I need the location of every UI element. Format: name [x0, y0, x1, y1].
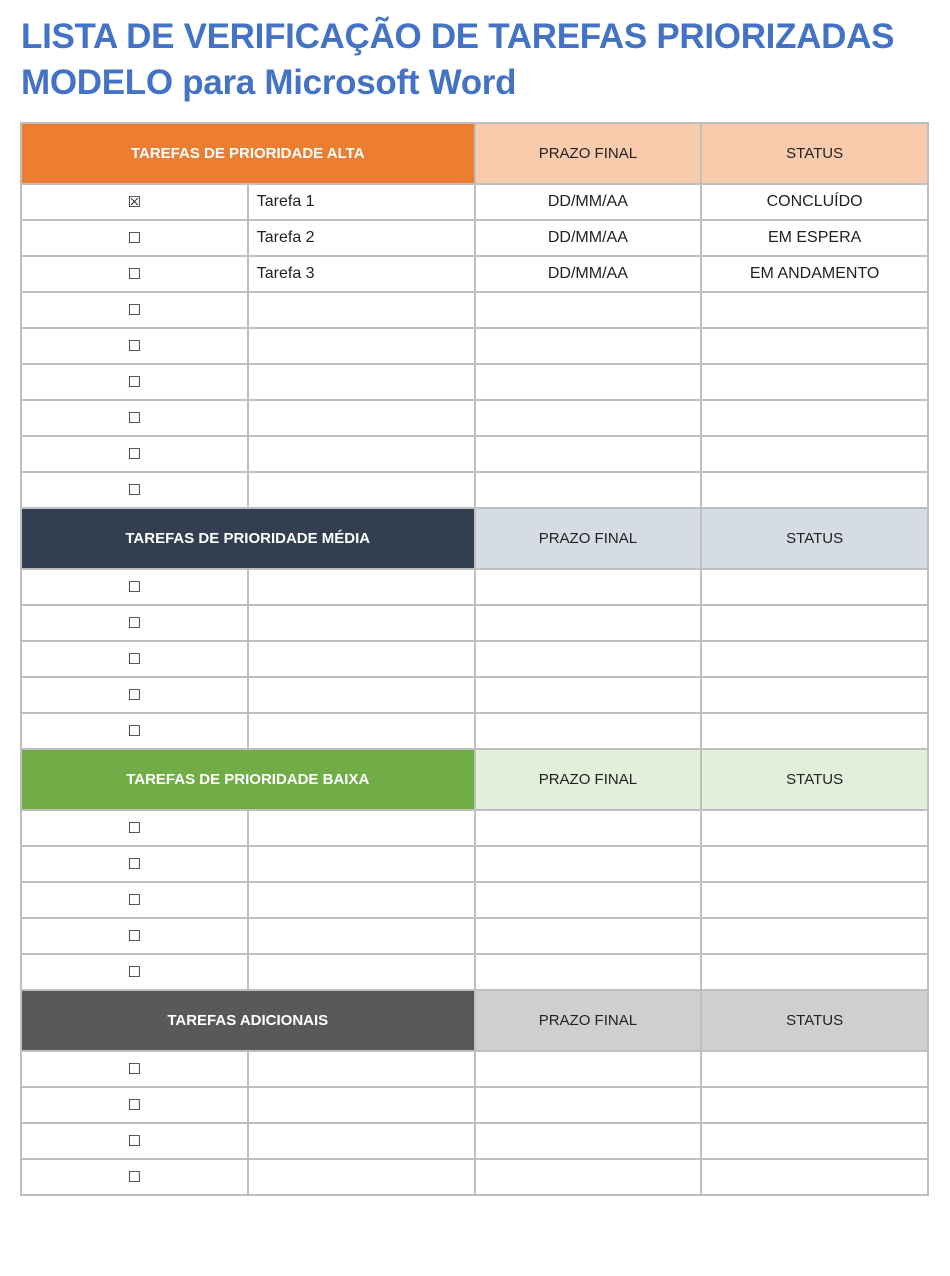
status-cell[interactable]	[701, 1087, 928, 1123]
title-line-1: LISTA DE VERIFICAÇÃO DE TAREFAS PRIORIZADAS	[21, 17, 895, 56]
task-cell[interactable]	[248, 641, 475, 677]
status-cell[interactable]	[701, 1123, 928, 1159]
checkbox-icon[interactable]: ☐	[21, 882, 248, 918]
deadline-cell[interactable]	[475, 328, 702, 364]
checkbox-icon[interactable]: ☐	[21, 810, 248, 846]
deadline-cell[interactable]	[475, 677, 702, 713]
deadline-cell[interactable]	[475, 1159, 702, 1195]
status-column-header: STATUS	[701, 749, 928, 810]
task-row	[21, 436, 928, 472]
status-cell[interactable]	[701, 292, 928, 328]
task-row	[21, 846, 928, 882]
task-row	[21, 400, 928, 436]
status-cell[interactable]	[701, 328, 928, 364]
checkbox-icon[interactable]: ☐	[21, 954, 248, 990]
task-cell[interactable]	[248, 328, 475, 364]
task-cell[interactable]	[248, 713, 475, 749]
deadline-cell[interactable]	[475, 569, 702, 605]
task-cell[interactable]	[248, 677, 475, 713]
task-cell[interactable]	[248, 1159, 475, 1195]
status-cell[interactable]	[701, 1159, 928, 1195]
checkbox-icon[interactable]: ☐	[21, 569, 248, 605]
status-cell[interactable]	[701, 641, 928, 677]
checkbox-icon[interactable]: ☐	[21, 677, 248, 713]
deadline-cell[interactable]	[475, 400, 702, 436]
checkbox-icon[interactable]: ☐	[21, 605, 248, 641]
task-cell[interactable]: Tarefa 3	[248, 256, 475, 292]
title-line-2: MODELO para Microsoft Word	[21, 63, 517, 102]
checkbox-icon[interactable]: ☐	[21, 713, 248, 749]
task-cell[interactable]: Tarefa 2	[248, 220, 475, 256]
status-cell[interactable]	[701, 918, 928, 954]
status-column-header: STATUS	[701, 123, 928, 184]
task-cell[interactable]	[248, 918, 475, 954]
task-row	[21, 605, 928, 641]
task-cell[interactable]: Tarefa 1	[248, 184, 475, 220]
deadline-cell[interactable]	[475, 810, 702, 846]
status-cell[interactable]	[701, 810, 928, 846]
status-cell[interactable]	[701, 364, 928, 400]
task-cell[interactable]	[248, 810, 475, 846]
deadline-cell[interactable]	[475, 1087, 702, 1123]
status-cell[interactable]	[701, 954, 928, 990]
task-row	[21, 810, 928, 846]
task-row	[21, 256, 928, 292]
deadline-cell[interactable]	[475, 954, 702, 990]
deadline-cell[interactable]: DD/MM/AA	[475, 184, 702, 220]
deadline-column-header: PRAZO FINAL	[475, 123, 702, 184]
deadline-cell[interactable]: DD/MM/AA	[475, 256, 702, 292]
checkbox-icon[interactable]: ☐	[21, 641, 248, 677]
deadline-cell[interactable]: DD/MM/AA	[475, 220, 702, 256]
status-cell[interactable]	[701, 713, 928, 749]
checkbox-icon[interactable]: ☐	[21, 292, 248, 328]
task-cell[interactable]	[248, 1087, 475, 1123]
deadline-column-header: PRAZO FINAL	[475, 749, 702, 810]
task-cell[interactable]	[248, 400, 475, 436]
task-cell[interactable]	[248, 882, 475, 918]
task-cell[interactable]	[248, 436, 475, 472]
section-header	[21, 508, 928, 569]
checkbox-icon[interactable]: ☐	[21, 918, 248, 954]
status-cell[interactable]	[701, 605, 928, 641]
checkbox-icon[interactable]: ☐	[21, 1123, 248, 1159]
status-cell[interactable]	[701, 882, 928, 918]
deadline-cell[interactable]	[475, 882, 702, 918]
task-row	[21, 328, 928, 364]
section-title: TAREFAS DE PRIORIDADE BAIXA	[21, 749, 475, 810]
deadline-cell[interactable]	[475, 605, 702, 641]
section-header	[21, 749, 928, 810]
checkbox-icon[interactable]: ☐	[21, 1159, 248, 1195]
deadline-cell[interactable]	[475, 292, 702, 328]
task-row	[21, 184, 928, 220]
deadline-cell[interactable]	[475, 713, 702, 749]
status-cell[interactable]: CONCLUÍDO	[701, 184, 928, 220]
task-cell[interactable]	[248, 364, 475, 400]
task-row	[21, 472, 928, 508]
checkbox-icon[interactable]: ☐	[21, 472, 248, 508]
task-cell[interactable]	[248, 292, 475, 328]
checkbox-icon[interactable]: ☐	[21, 220, 248, 256]
task-row	[21, 713, 928, 749]
task-row	[21, 1087, 928, 1123]
task-row	[21, 1051, 928, 1087]
task-cell[interactable]	[248, 1051, 475, 1087]
task-row	[21, 1159, 928, 1195]
status-cell[interactable]	[701, 846, 928, 882]
checkbox-icon[interactable]: ☐	[21, 328, 248, 364]
task-row	[21, 364, 928, 400]
section-title: TAREFAS ADICIONAIS	[21, 990, 475, 1051]
document-title	[21, 14, 894, 106]
deadline-cell[interactable]	[475, 641, 702, 677]
checkbox-icon[interactable]: ☐	[21, 400, 248, 436]
task-row	[21, 569, 928, 605]
task-cell[interactable]	[248, 954, 475, 990]
deadline-cell[interactable]	[475, 846, 702, 882]
task-cell[interactable]	[248, 1123, 475, 1159]
status-column-header: STATUS	[701, 508, 928, 569]
status-cell[interactable]: EM ANDAMENTO	[701, 256, 928, 292]
task-row	[21, 292, 928, 328]
deadline-cell[interactable]	[475, 472, 702, 508]
status-cell[interactable]	[701, 569, 928, 605]
task-cell[interactable]	[248, 846, 475, 882]
deadline-column-header: PRAZO FINAL	[475, 990, 702, 1051]
task-row	[21, 641, 928, 677]
task-cell[interactable]	[248, 569, 475, 605]
task-row	[21, 220, 928, 256]
section-title: TAREFAS DE PRIORIDADE MÉDIA	[21, 508, 475, 569]
deadline-cell[interactable]	[475, 436, 702, 472]
checked-checkbox-icon[interactable]: ☒	[21, 184, 248, 220]
section-title: TAREFAS DE PRIORIDADE ALTA	[21, 123, 475, 184]
section-header	[21, 990, 928, 1051]
status-cell[interactable]	[701, 472, 928, 508]
deadline-cell[interactable]	[475, 1123, 702, 1159]
status-cell[interactable]	[701, 677, 928, 713]
deadline-cell[interactable]	[475, 918, 702, 954]
checkbox-icon[interactable]: ☐	[21, 1051, 248, 1087]
checkbox-icon[interactable]: ☐	[21, 436, 248, 472]
deadline-cell[interactable]	[475, 364, 702, 400]
section-header	[21, 123, 928, 184]
task-row	[21, 677, 928, 713]
status-cell[interactable]	[701, 1051, 928, 1087]
task-row	[21, 882, 928, 918]
task-checklist-table	[20, 122, 929, 1196]
task-row	[21, 1123, 928, 1159]
task-cell[interactable]	[248, 472, 475, 508]
checkbox-icon[interactable]: ☐	[21, 256, 248, 292]
task-row	[21, 918, 928, 954]
status-cell[interactable]	[701, 400, 928, 436]
status-column-header: STATUS	[701, 990, 928, 1051]
task-cell[interactable]	[248, 605, 475, 641]
checkbox-icon[interactable]: ☐	[21, 1087, 248, 1123]
status-cell[interactable]: EM ESPERA	[701, 220, 928, 256]
status-cell[interactable]	[701, 436, 928, 472]
task-row	[21, 954, 928, 990]
deadline-cell[interactable]	[475, 1051, 702, 1087]
deadline-column-header: PRAZO FINAL	[475, 508, 702, 569]
checkbox-icon[interactable]: ☐	[21, 364, 248, 400]
checkbox-icon[interactable]: ☐	[21, 846, 248, 882]
